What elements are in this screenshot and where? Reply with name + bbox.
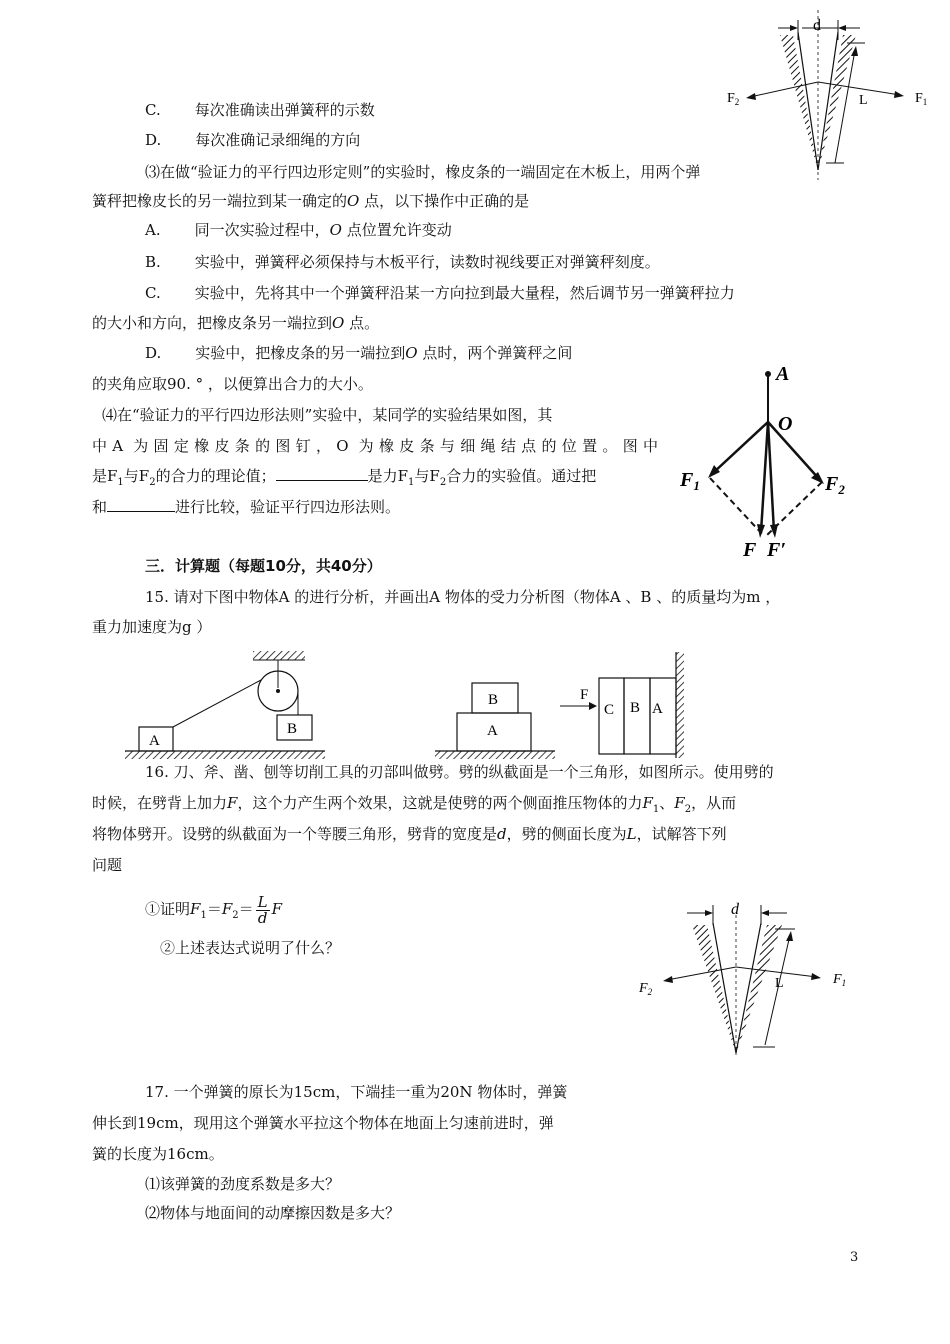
- q4-line2: 中A 为固定橡皮条的图钉，O 为橡皮条与细绳结点的位置。图中: [92, 437, 658, 455]
- pulley-block-B-label: B: [287, 721, 298, 737]
- stacked-blocks-figure: [433, 680, 558, 765]
- option-c: C. 每次准确读出弹簧秤的示数: [145, 101, 375, 119]
- q3-option-c-line2: 的大小和方向，把橡皮条另一端拉到O 点。: [92, 314, 380, 332]
- wall-blocks-figure: [560, 650, 690, 760]
- q4-theory-blank[interactable]: [276, 466, 368, 481]
- wedge-top-d-label: d: [813, 17, 821, 34]
- parallelogram-figure: [670, 360, 860, 565]
- q16-line3: 将物体劈开。设劈的纵截面为一个等腰三角形，劈背的宽度是d，劈的侧面长度为L，试解答下列: [92, 825, 727, 843]
- q3-option-b: B. 实验中，弹簧秤必须保持与木板平行，读数时视线要正对弹簧秤刻度。: [145, 253, 660, 271]
- wedge-top-F2-label: $F_2$: [727, 91, 740, 107]
- q3-intro-line2: 簧秤把橡皮长的另一端拉到某一确定的O 点，以下操作中正确的是: [92, 192, 530, 210]
- q3-option-c-line1: C. 实验中，先将其中一个弹簧秤沿某一方向拉到最大量程，然后调节另一弹簧秤拉力: [145, 284, 735, 302]
- q16-part2: ②上述表达式说明了什么？: [160, 939, 341, 957]
- q17-part2: ⑵物体与地面间的动摩擦因数是多大？: [145, 1204, 401, 1222]
- pulley-block-A-label: A: [149, 733, 160, 749]
- section-3-heading: 三．计算题（每题10分，共40分）: [145, 557, 382, 575]
- q17-line3: 簧的长度为16cm。: [92, 1145, 224, 1163]
- q16-line4: 问题: [92, 856, 123, 874]
- force-F-prime-label: F′: [767, 539, 786, 561]
- wall-block-A-label: A: [652, 701, 663, 717]
- q16-part1: ①证明$F_1=F_2=$ $\frac{L}{d}$ F: [145, 892, 283, 927]
- stack-block-B-label: B: [488, 692, 499, 708]
- q4-line1: ⑷在“验证力的平行四边形法则”实验中，某同学的实验结果如图，其: [102, 406, 553, 424]
- force-F2-label: $F_2$: [825, 473, 845, 497]
- pulley-figure: [125, 645, 330, 765]
- q17-line2: 伸长到19cm，现用这个弹簧水平拉这个物体在地面上匀速前进时，弹: [92, 1114, 554, 1132]
- applied-force-F-label: F: [580, 687, 589, 703]
- wall-block-C-label: C: [604, 702, 615, 718]
- wedge-bottom-F1-label: $F_1$: [833, 972, 847, 988]
- option-d: D. 每次准确记录细绳的方向: [145, 131, 361, 149]
- q4-line4: 和 进行比较，验证平行四边形法则。: [92, 498, 401, 516]
- force-F1-label: $F_1$: [680, 469, 700, 493]
- page-number: 3: [850, 1250, 859, 1265]
- wedge-bottom-F2-label: $F_2$: [639, 981, 653, 997]
- wall-block-B-label: B: [630, 700, 641, 716]
- q16-line1: 16. 刀、斧、凿、刨等切削工具的刃部叫做劈。劈的纵截面是一个三角形，如图所示。使用劈的: [145, 763, 774, 781]
- wedge-bottom-d-label: d: [731, 901, 739, 918]
- q3-intro-line1: ⑶在做“验证力的平行四边形定则”的实验时，橡皮条的一端固定在木板上，用两个弹: [145, 163, 701, 181]
- q17-part1: ⑴该弹簧的劲度系数是多大？: [145, 1175, 341, 1193]
- q15-line2: 重力加速度为g ）: [92, 618, 212, 636]
- q3-option-d-line1: D. 实验中，把橡皮条的另一端拉到O 点时，两个弹簧秤之间: [145, 344, 573, 362]
- q15-line1: 15. 请对下图中物体A 的进行分析，并画出A 物体的受力分析图（物体A 、B 、的质量均为m ，: [145, 588, 781, 606]
- fraction-L-over-d: $\frac{L}{d}$: [257, 892, 268, 927]
- wedge-figure-top: [720, 10, 940, 180]
- q4-line3: 是$F_1$与$F_2$的合力的理论值； 是力$F_1$与$F_2$合力的实验值。通过把: [92, 467, 597, 488]
- q17-line1: 17. 一个弹簧的原长为15cm，下端挂一重为20N 物体时，弹簧: [145, 1083, 568, 1101]
- stack-block-A-label: A: [487, 723, 498, 739]
- wedge-figure-bottom: [635, 895, 855, 1060]
- q16-line2: 时候，在劈背上加力F，这个力产生两个效果，这就是使劈的两个侧面推压物体的力$F_1$、$F_2$，从而: [92, 794, 737, 815]
- q3-option-d-line2: 的夹角应取90. ° ，以便算出合力的大小。: [92, 375, 373, 393]
- q4-compare-blank[interactable]: [107, 497, 175, 512]
- wedge-bottom-L-label: L: [775, 976, 784, 991]
- wedge-top-L-label: L: [859, 93, 868, 108]
- q3-option-a: A. 同一次实验过程中，O 点位置允许变动: [145, 221, 452, 239]
- wedge-top-F1-label: $F_1$: [915, 91, 928, 107]
- point-O-label: O: [778, 413, 793, 435]
- force-F-label: F: [743, 539, 757, 561]
- point-A-label: A: [776, 363, 790, 385]
